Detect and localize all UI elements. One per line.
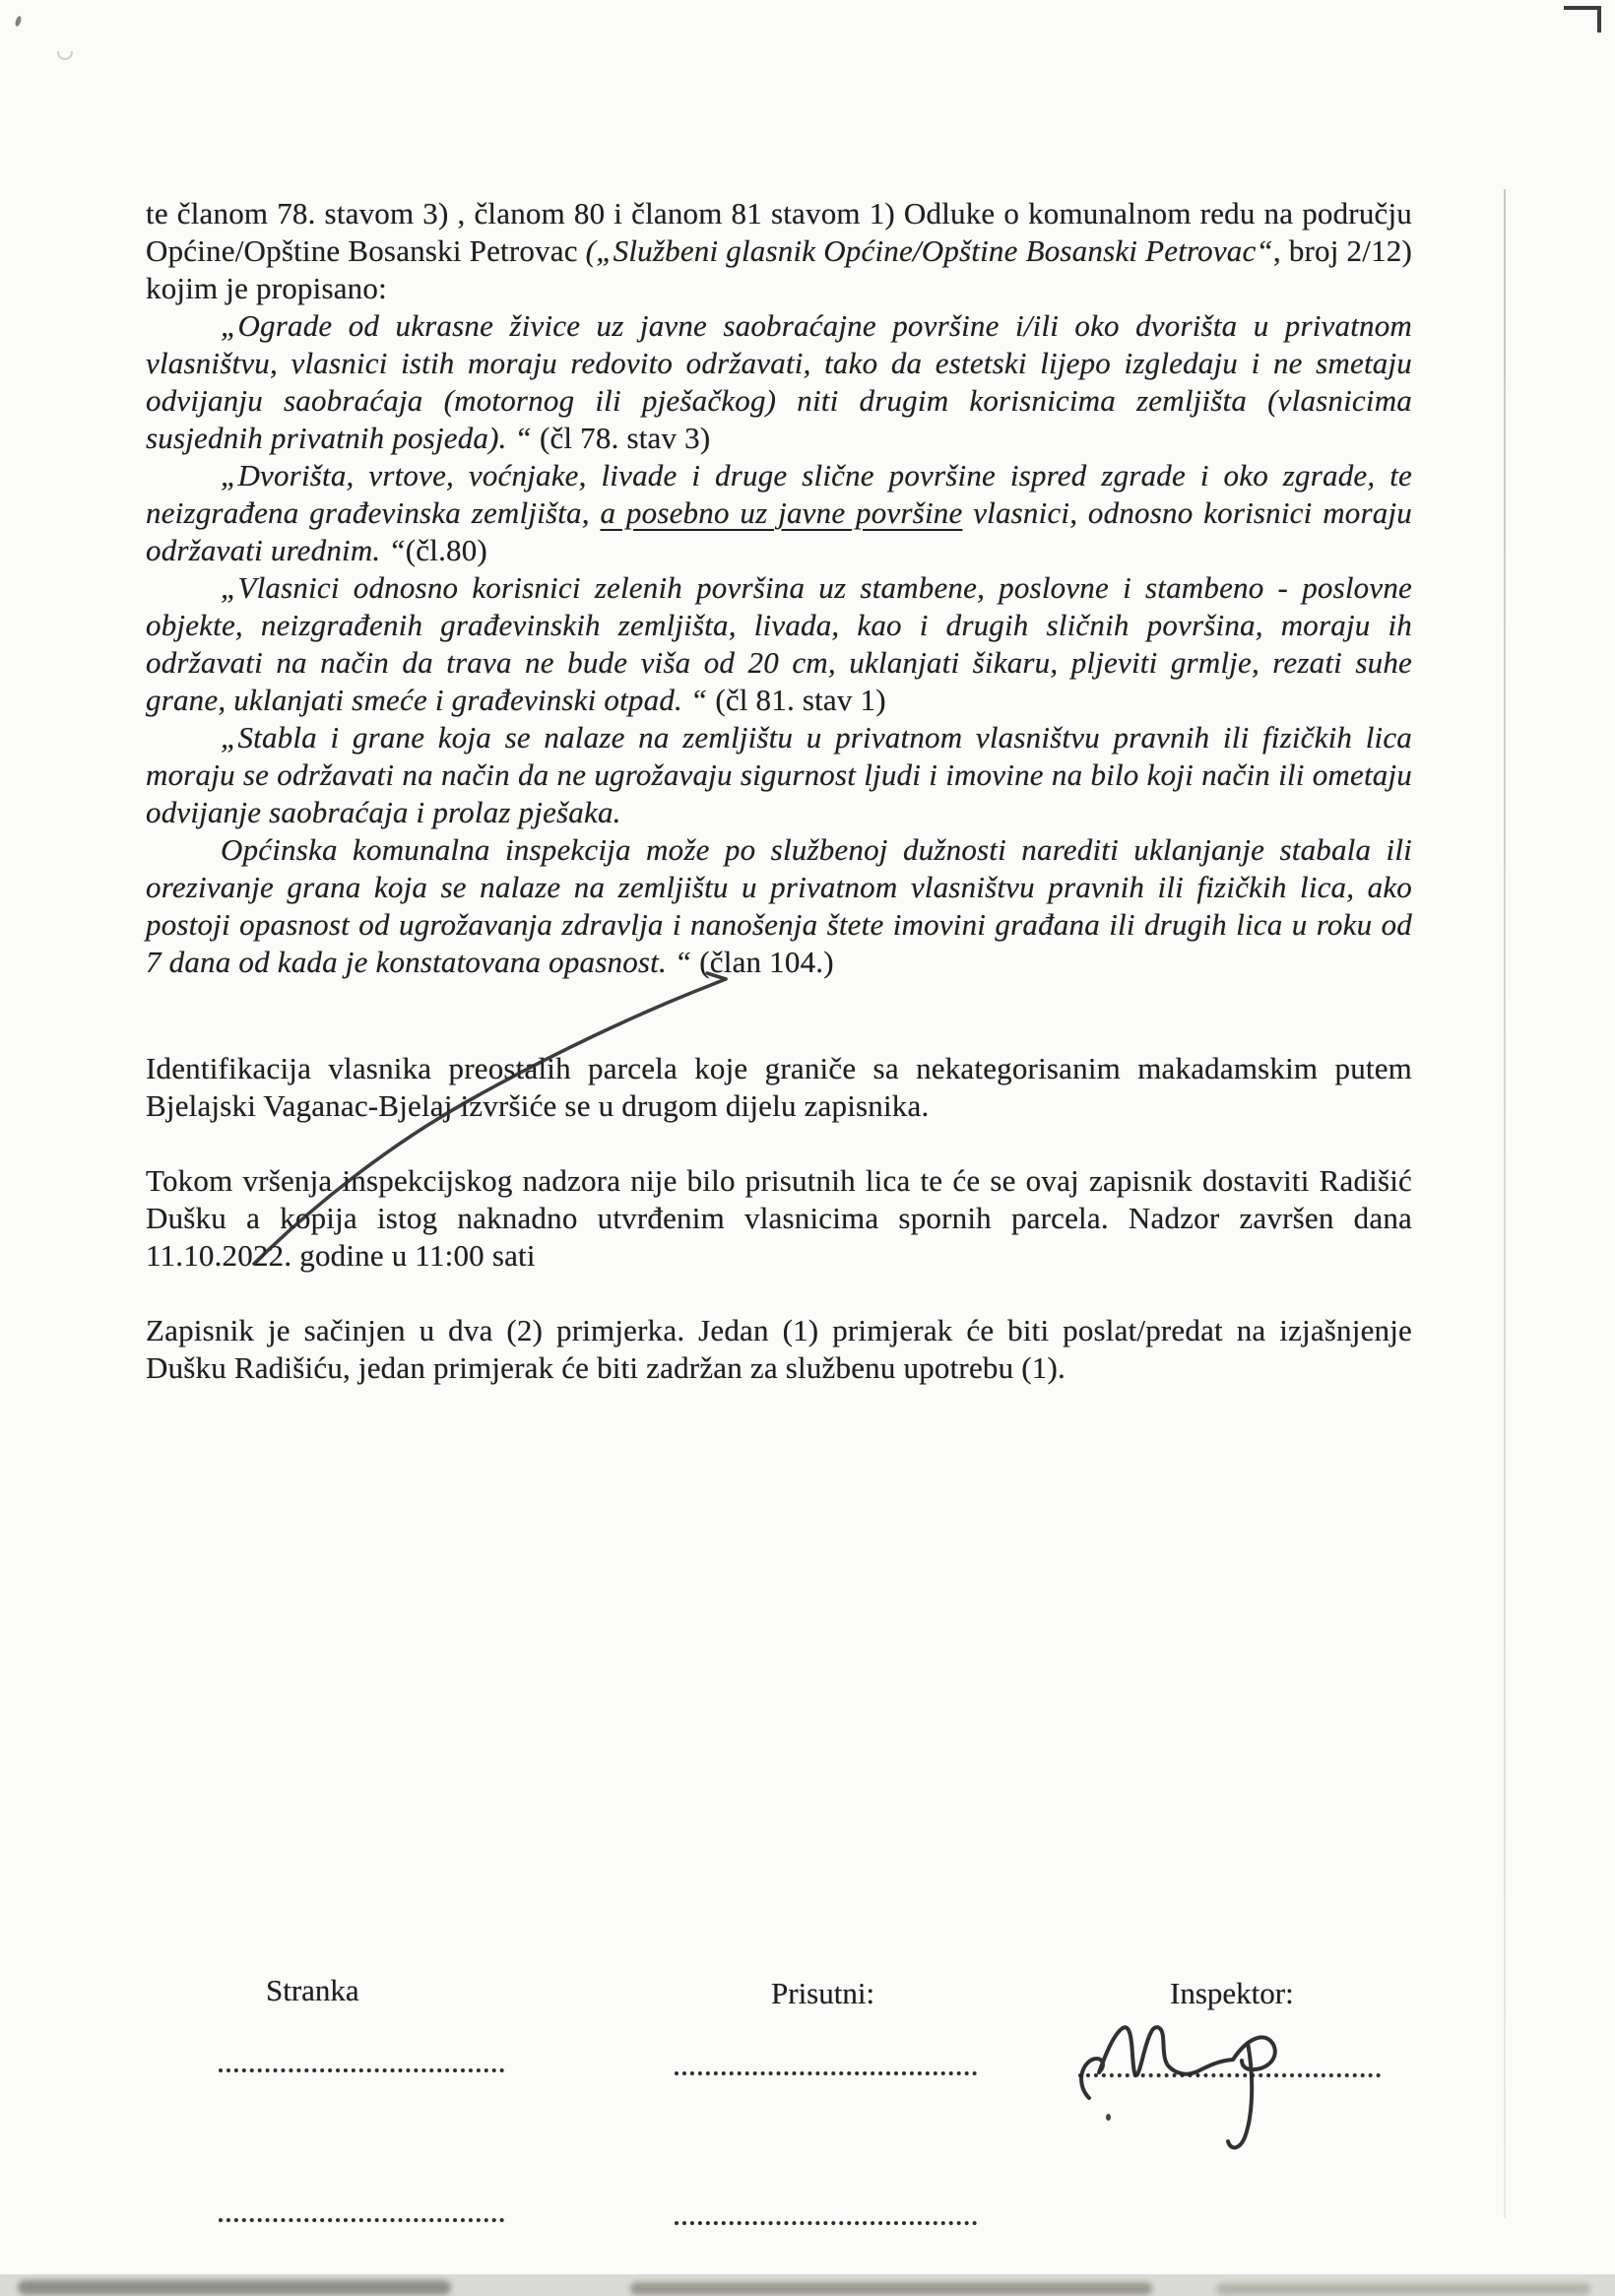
present-signature-line-2 <box>675 2221 977 2225</box>
text-run-italic: vlasnici, odnosno korisnici moraju održavati urednim. “ <box>146 495 1412 567</box>
paragraph-quote-clan104 <box>146 831 1412 981</box>
paragraph-nadzor <box>146 1162 1412 1275</box>
inspector-signature <box>1081 2027 1275 2147</box>
text-run: , broj 2/12) kojim je propisano: <box>146 233 1412 305</box>
paragraph-quote-cl80 <box>146 457 1412 569</box>
present-signature-line-1 <box>675 2071 977 2075</box>
scan-speck <box>14 15 22 27</box>
party-label: Stranka <box>266 1973 359 2007</box>
paragraph-quote-cl81 <box>146 569 1412 719</box>
scan-edge-line <box>1504 189 1506 2218</box>
party-signature-line-1 <box>219 2068 504 2072</box>
scan-smudge <box>630 2282 1152 2295</box>
inspector-label: Inspektor: <box>1170 1976 1294 2010</box>
text-run-italic: „Vlasnici odnosno korisnici zelenih površina uz stambene, poslovne i stambeno - poslovne objekte, neizgrađenih građevinskih zemljišta, livada, kao i drugih sličnih površina, moraju ih održavati na način da trava ne bude viša od 20 cm, uklanjati šikaru, pljeviti grmlje, rezati suhe grane, uklanjati smeće i građevinski otpad. “ <box>146 570 1412 717</box>
text-run-italic: „Stabla i grane koja se nalaze na zemljištu u privatnom vlasništvu pravnih ili fizičkih lica moraju se održavati na način da ne ugrožavaju sigurnost ljudi i imovine na bilo koji način ili ometaju odvijanje saobraćaja i prolaz pješaka. <box>146 720 1412 829</box>
text-run: Identifikacija vlasnika preostalih parcela koje graniče sa nekategorisanim makadamskim putem Bjelajski Vaganac-Bjelaj izvršiće se u drugom dijelu zapisnika. <box>146 1051 1412 1123</box>
text-run-italic: („Službeni glasnik Općine/Opštine Bosanski Petrovac“ <box>585 233 1273 268</box>
text-run: (član 104.) <box>699 945 834 979</box>
scan-smudge <box>18 2280 451 2295</box>
ink-dot <box>1106 2114 1111 2121</box>
text-run: te članom 78. stavom 3) , članom 80 i članom 81 stavom 1) Odluke o komunalnom redu na području Općine/Opštine Bosanski Petrovac <box>146 196 1412 268</box>
text-run-italic: „Dvorišta, vrtove, voćnjake, livade i druge slične površine ispred zgrade i oko zgrade, te neizgrađena građevinska zemljišta, <box>146 458 1412 530</box>
paragraph-quote-stabla <box>146 719 1412 831</box>
scan-speck <box>57 51 73 60</box>
scan-corner-mark-horizontal <box>1564 6 1601 10</box>
scan-smudge <box>1216 2283 1590 2295</box>
paragraph-quote-cl78 <box>146 307 1412 457</box>
text-run-italic: Općinska komunalna inspekcija može po službenoj dužnosti narediti uklanjanje stabala ili orezivanje grana koja se nalaze na zemljištu u privatnom vlasništvu pravnih ili fizičkih lica, ako postoji opasnost od ugrožavanja zdravlja i nanošenja štete imovini građana ili drugih lica u roku od 7 dana od kada je konstatovana opasnost. “ <box>146 832 1412 979</box>
paragraph-zapisnik <box>146 1312 1412 1387</box>
paragraph-identifikacija <box>146 1050 1412 1125</box>
text-run: (čl.80) <box>405 533 487 567</box>
document-body <box>146 195 1412 1387</box>
text-run: Tokom vršenja inspekcijskog nadzora nije bilo prisutnih lica te će se ovaj zapisnik dostaviti Radišić Dušku a kopija istog naknadno utvrđenim vlasnicima spornih parcela. Nadzor završen dana 11.10.2022. godine u 11:00 sati <box>146 1163 1412 1273</box>
inspector-signature-line <box>1078 2073 1381 2077</box>
text-run: (čl 81. stav 1) <box>715 683 886 717</box>
text-run-underlined: a posebno uz javne površine <box>600 495 963 530</box>
scan-corner-mark-vertical <box>1597 6 1601 33</box>
party-signature-line-2 <box>219 2218 504 2222</box>
paragraph-intro <box>146 195 1412 307</box>
present-label: Prisutni: <box>771 1976 875 2010</box>
text-run: (čl 78. stav 3) <box>539 421 711 455</box>
text-run-italic: „Ograde od ukrasne živice uz javne saobraćajne površine i/ili oko dvorišta u privatnom vlasništvu, vlasnici istih moraju redovito održavati, tako da estetski lijepo izgledaju i ne smetaju odvijanju saobraćaja (motornog ili pješačkog) niti drugim korisnicima zemljišta (vlasnicima susjednih privatnih posjeda). “ <box>146 308 1412 455</box>
text-run: Zapisnik je sačinjen u dva (2) primjerka. Jedan (1) primjerak će biti poslat/predat na izjašnjenje Dušku Radišiću, jedan primjerak će biti zadržan za službenu upotrebu (1). <box>146 1313 1412 1385</box>
